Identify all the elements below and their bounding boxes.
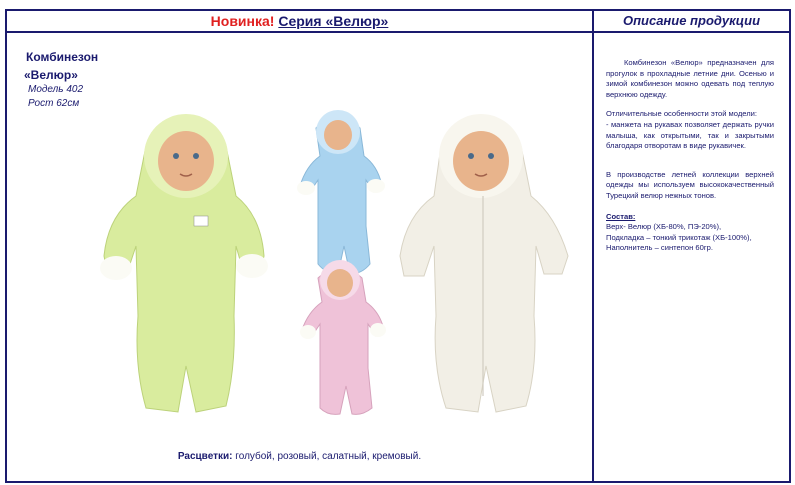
header-divider [5, 31, 791, 33]
product-name [26, 48, 98, 84]
features-item: - манжета на рукавах позволяет держать ручки малыша, как открытыми, так и закрытыми благодаря отворотам в виде рукавичек. [606, 119, 774, 151]
column-divider [592, 9, 594, 483]
colors-label: Расцветки: [177, 451, 233, 462]
composition-line: Верх- Велюр (ХБ-80%, ПЭ-20%), [606, 222, 722, 232]
composition-title: Состав: [606, 211, 636, 221]
green-jumpsuit [100, 114, 268, 412]
product-model: Модель 402 [28, 84, 84, 95]
color-options [7, 451, 592, 462]
new-label: Новинка! [210, 13, 275, 29]
blue-jumpsuit [297, 110, 385, 274]
description-features [606, 109, 774, 151]
features-title: Отличительные особенности этой модели: [606, 109, 758, 119]
product-name-line1: Комбинезон [26, 50, 99, 64]
pink-jumpsuit [300, 260, 386, 414]
colors-values: голубой, розовый, салатный, кремовый. [232, 451, 422, 462]
series-link[interactable]: Серия «Велюр» [278, 13, 389, 29]
composition-line: Наполнитель – синтепон 60гр. [606, 243, 713, 253]
cream-jumpsuit [400, 114, 568, 412]
description-production: В производстве летней коллекции верхней одежды мы используем высококачественный Турецкий велюр нежных тонов. [606, 169, 774, 200]
product-name-line2: «Велюр» [24, 68, 78, 82]
product-photo [86, 106, 576, 418]
composition-line: Подкладка – тонкий трикотаж (ХБ-100%), [606, 232, 752, 242]
product-height: Рост 62см [28, 98, 80, 109]
description-intro: Комбинезон «Велюр» предназначен для прогулок в прохладные летние дни. Осенью и зимой комбинезон можно одевать под теплую верхнюю одежду. [606, 58, 774, 99]
product-description [606, 58, 774, 254]
series-title [7, 11, 592, 31]
product-meta [28, 83, 83, 111]
description-heading: Описание продукции [622, 13, 761, 28]
